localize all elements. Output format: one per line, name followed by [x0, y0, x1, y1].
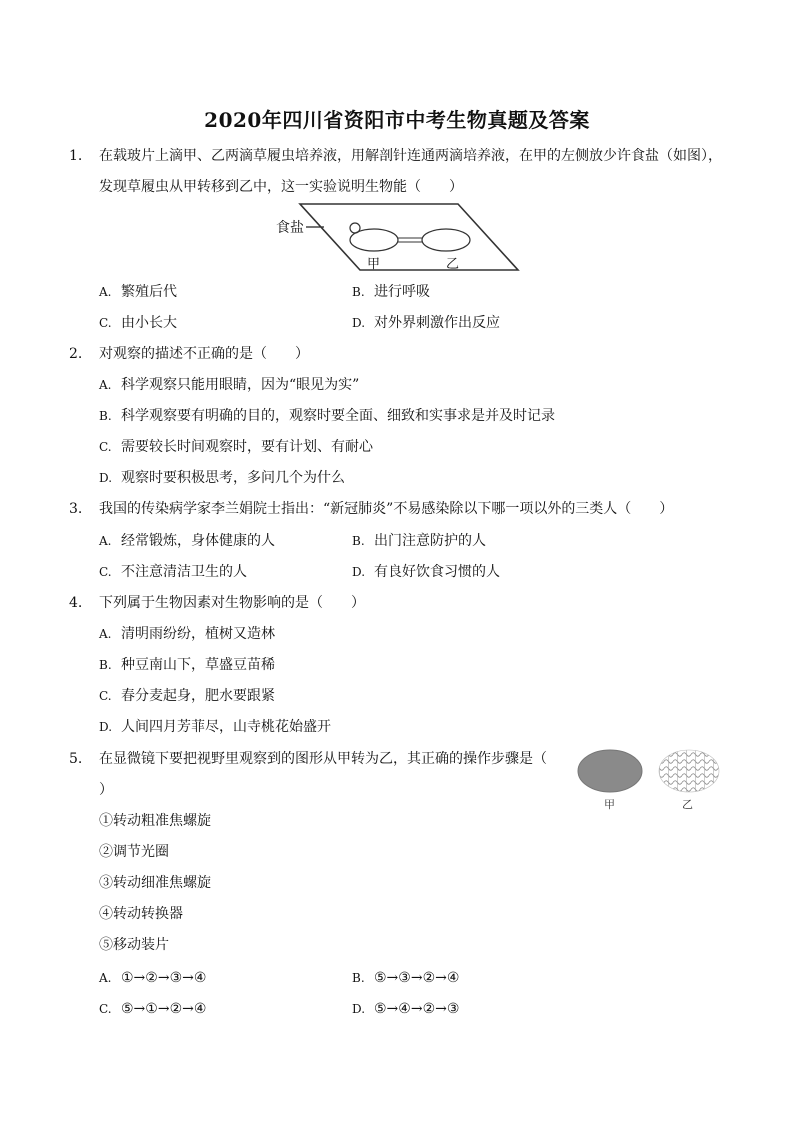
question-text: 对观察的描述不正确的是（ ）	[99, 346, 309, 362]
question-number: 4.	[69, 595, 83, 611]
option-b[interactable]: B. 出门注意防护的人	[352, 533, 486, 549]
page-title: 2020年四川省资阳市中考生物真题及答案	[204, 108, 590, 132]
clear-view-yi	[659, 750, 719, 792]
question-text: 下列属于生物因素对生物影响的是（ ）	[99, 595, 365, 611]
option-b[interactable]: B. 进行呼吸	[352, 284, 430, 300]
question-number: 5.	[69, 751, 83, 767]
option-a[interactable]: A. 繁殖后代	[99, 284, 177, 300]
option-a[interactable]: A. 经常锻炼，身体健康的人	[99, 533, 275, 549]
question-number: 1.	[69, 148, 83, 164]
question-text-cont: ）	[99, 782, 113, 798]
option-c[interactable]: C. 由小长大	[99, 315, 177, 331]
option-c[interactable]: C. 春分麦起身，肥水要跟紧	[99, 688, 275, 704]
view-yi-label: 乙	[682, 798, 693, 811]
question-text-cont: 发现草履虫从甲转移到乙中，这一实验说明生物能（ ）	[99, 179, 463, 195]
question-text: 在载玻片上滴甲、乙两滴草履虫培养液，用解剖针连通两滴培养液，在甲的左侧放少许食盐（如图），	[99, 148, 722, 164]
option-a[interactable]: A. ①→②→③→④	[99, 970, 207, 986]
drop-jia-label: 甲	[367, 257, 381, 272]
option-b[interactable]: B. 种豆南山下，草盛豆苗稀	[99, 657, 275, 673]
step-3: ③转动细准焦螺旋	[99, 875, 211, 891]
option-c[interactable]: C. ⑤→①→②→④	[99, 1001, 207, 1017]
option-b[interactable]: B. 科学观察要有明确的目的，观察时要全面、细致和实事求是并及时记录	[99, 408, 555, 424]
step-5: ⑤移动装片	[99, 937, 169, 953]
drop-yi-label: 乙	[446, 257, 460, 272]
option-b[interactable]: B. ⑤→③→②→④	[352, 970, 460, 986]
step-4: ④转动转换器	[99, 906, 183, 922]
option-c[interactable]: C. 不注意清洁卫生的人	[99, 564, 247, 580]
step-1: ①转动粗准焦螺旋	[99, 813, 211, 829]
salt-label: 食盐	[276, 220, 304, 236]
option-d[interactable]: D. 观察时要积极思考，多问几个为什么	[99, 470, 345, 486]
microscope-view-figure	[574, 744, 724, 814]
option-d[interactable]: D. 对外界刺激作出反应	[352, 315, 500, 331]
option-c[interactable]: C. 需要较长时间观察时，要有计划、有耐心	[99, 439, 373, 455]
option-d[interactable]: D. ⑤→④→②→③	[352, 1001, 460, 1017]
option-d[interactable]: D. 有良好饮食习惯的人	[352, 564, 500, 580]
view-jia-label: 甲	[604, 798, 615, 811]
option-a[interactable]: A. 清明雨纷纷，植树又造林	[99, 626, 275, 642]
question-text: 在显微镜下要把视野里观察到的图形从甲转为乙，其正确的操作步骤是（	[99, 751, 547, 767]
question-text: 我国的传染病学家李兰娟院士指出：“新冠肺炎”不易感染除以下哪一项以外的三类人（ ）	[99, 501, 674, 517]
step-2: ②调节光圈	[99, 844, 169, 860]
salt-experiment-figure	[270, 200, 530, 276]
option-a[interactable]: A. 科学观察只能用眼睛，因为“眼见为实”	[99, 377, 360, 393]
question-number: 2.	[69, 346, 83, 362]
option-d[interactable]: D. 人间四月芳菲尽，山寺桃花始盛开	[99, 719, 331, 735]
question-number: 3.	[69, 501, 83, 517]
